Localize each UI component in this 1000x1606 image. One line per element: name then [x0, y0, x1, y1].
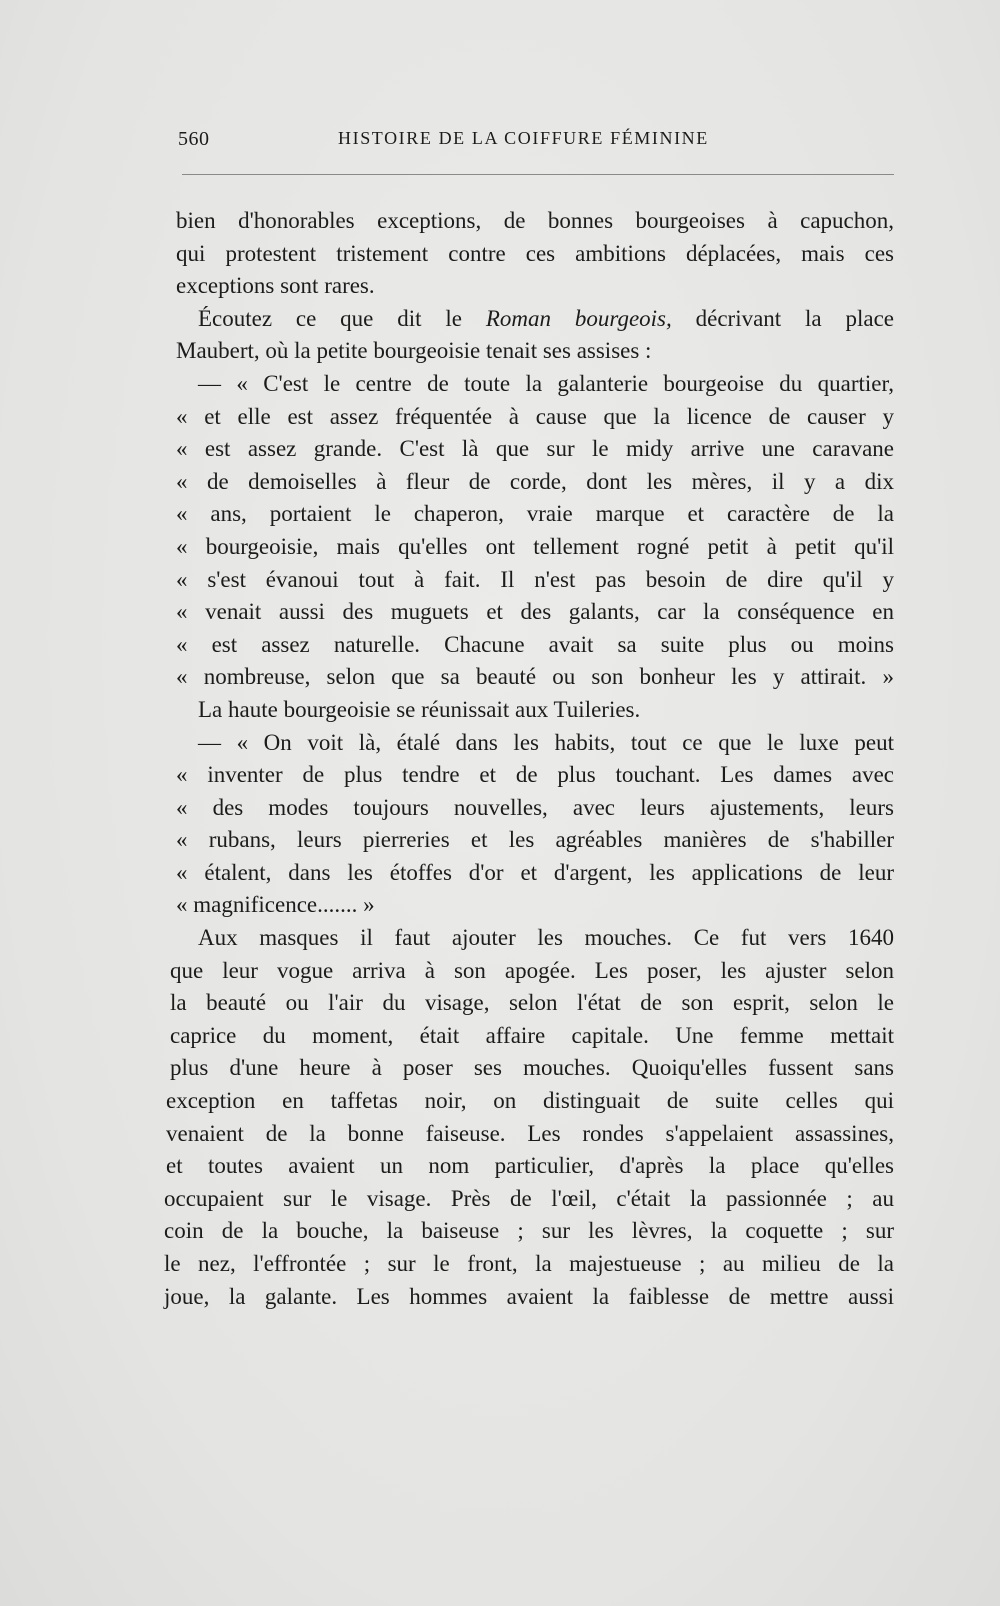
text-line: « s'est évanoui tout à fait. Il n'est pas besoin de dire qu'il y: [176, 566, 894, 592]
text-line: joue, la galante. Les hommes avaient la faiblesse de mettre aussi: [164, 1283, 894, 1309]
text-line: occupaient sur le visage. Près de l'œil, c'était la passionnée ; au: [164, 1185, 894, 1211]
text-line: et toutes avaient un nom particulier, d'après la place qu'elles: [166, 1153, 894, 1179]
page-header: [178, 128, 894, 158]
text-line: « bourgeoisie, mais qu'elles ont tellement rogné petit à petit qu'il: [176, 533, 894, 559]
page-number: 560: [178, 128, 210, 150]
text-line: « magnificence....... »: [176, 892, 375, 918]
text-line: venaient de la bonne faiseuse. Les rondes s'appelaient assassines,: [166, 1120, 894, 1146]
text-line: coin de la bouche, la baiseuse ; sur les lèvres, la coquette ; sur: [164, 1218, 894, 1244]
text-line: La haute bourgeoisie se réunissait aux Tuileries.: [198, 696, 641, 722]
text-line: « nombreuse, selon que sa beauté ou son bonheur les y attirait. »: [176, 664, 894, 690]
text-line: exception en taffetas noir, on distinguait de suite celles qui: [166, 1088, 894, 1114]
text-line: [176, 303, 894, 336]
text-fragment: décrivant la place: [695, 305, 895, 331]
text-line: « ans, portaient le chaperon, vraie marque et caractère de la: [176, 501, 894, 527]
text-line: « rubans, leurs pierreries et les agréables manières de s'habiller: [176, 827, 894, 853]
text-line: — « C'est le centre de toute la galanterie bourgeoise du quartier,: [198, 370, 894, 396]
text-line: « inventer de plus tendre et de plus touchant. Les dames avec: [176, 762, 894, 788]
text-line: exceptions sont rares.: [176, 273, 375, 299]
header-rule: [182, 174, 894, 175]
text-line: caprice du moment, était affaire capitale. Une femme mettait: [170, 1022, 894, 1048]
text-line: bien d'honorables exceptions, de bonnes bourgeoises à capuchon,: [176, 208, 894, 233]
running-title: HISTOIRE DE LA COIFFURE FÉMININE: [338, 128, 709, 148]
text-line: le nez, l'effrontée ; sur le front, la majestueuse ; au milieu de la: [164, 1251, 894, 1276]
text-line: la beauté ou l'air du visage, selon l'état de son esprit, selon le: [170, 990, 894, 1016]
text-line: qui protestent tristement contre ces ambitions déplacées, mais ces: [176, 240, 894, 266]
text-line: « des modes toujours nouvelles, avec leurs ajustements, leurs: [176, 794, 894, 820]
text-line: « étalent, dans les étoffes d'or et d'argent, les applications de leur: [176, 859, 894, 885]
text-line: Aux masques il faut ajouter les mouches. Ce fut vers 1640: [198, 925, 894, 951]
text-line: Maubert, où la petite bourgeoisie tenait ses assises :: [176, 338, 652, 364]
text-line: — « On voit là, étalé dans les habits, tout ce que le luxe peut: [198, 729, 894, 755]
text-line: « et elle est assez fréquentée à cause que la licence de causer y: [176, 403, 894, 429]
text-line: « venait aussi des muguets et des galants, car la conséquence en: [176, 599, 894, 625]
text-line: plus d'une heure à poser ses mouches. Quoiqu'elles fussent sans: [170, 1055, 894, 1081]
text-line: « est assez naturelle. Chacune avait sa suite plus ou moins: [176, 631, 894, 657]
text-line: « de demoiselles à fleur de corde, dont les mères, il y a dix: [176, 468, 894, 494]
book-title-italic: Roman bourgeois,: [485, 305, 672, 331]
body-text: [164, 205, 895, 1313]
text-fragment: Écoutez ce que dit le: [198, 305, 462, 331]
text-line: « est assez grande. C'est là que sur le midy arrive une caravane: [176, 436, 894, 462]
text-line: que leur vogue arriva à son apogée. Les poser, les ajuster selon: [170, 957, 894, 983]
